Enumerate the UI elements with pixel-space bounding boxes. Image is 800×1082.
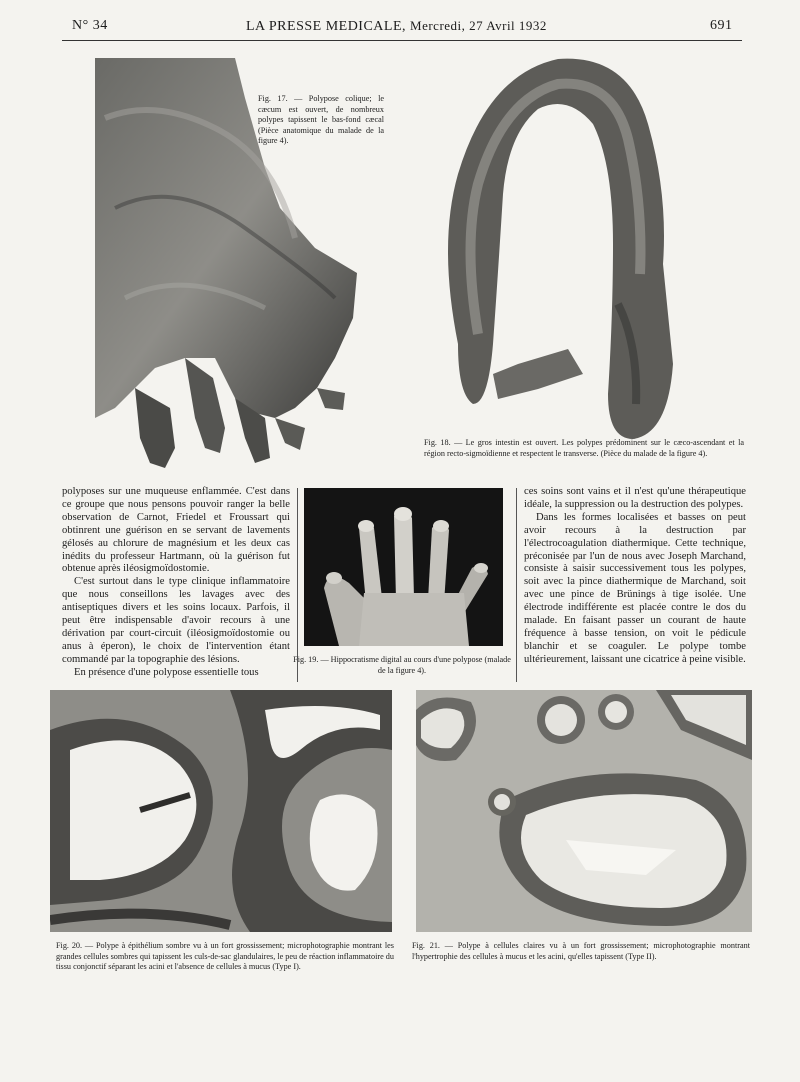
journal-title: LA PRESSE MEDICALE, bbox=[246, 19, 407, 34]
figure-19-photo bbox=[304, 488, 503, 646]
figure-18-photo bbox=[418, 44, 693, 444]
paragraph: ces soins sont vains et il n'est qu'une thérapeutique idéale, la suppression ou la destruction des polypes. bbox=[524, 486, 746, 510]
issue-number: N° 34 bbox=[72, 18, 108, 33]
paragraph: En présence d'une polypose essentielle tous bbox=[74, 666, 259, 678]
text-column-left bbox=[62, 486, 290, 680]
column-rule bbox=[297, 488, 298, 682]
figure-21-caption: Fig. 21. — Polype à cellules claires vu à un fort grossissement; microphotographie montrant l'hypertrophie des cellules à mucus et les acini, qu'elles tapissent (Type II). bbox=[412, 941, 750, 961]
figure-21-photo bbox=[416, 690, 752, 932]
figure-20-caption: Fig. 20. — Polype à épithélium sombre vu à un fort grossissement; microphotographie montrant les grandes cellules sombres qui tapissent les culs-de-sac glandulaires, le peu de réaction inflammatoire du tissu conjonctif séparant les acini et l'absence de cellules à mucus (Type I). bbox=[56, 941, 394, 971]
issue-date: Mercredi, 27 Avril 1932 bbox=[410, 18, 547, 33]
page-number: 691 bbox=[710, 18, 733, 33]
figure-20-photo bbox=[50, 690, 392, 932]
text-column-right bbox=[524, 486, 746, 667]
figure-19-caption: Fig. 19. — Hippocratisme digital au cours d'une polypose (malade de la figure 4). bbox=[293, 655, 511, 675]
figure-17-caption: Fig. 17. — Polypose colique; le cæcum est ouvert, de nombreux polypes tapissent le bas-fond cæcal (Pièce anatomique du malade de la figure 4). bbox=[258, 94, 384, 145]
header-rule bbox=[62, 40, 742, 41]
column-rule bbox=[516, 488, 517, 682]
figure-18-caption: Fig. 18. — Le gros intestin est ouvert. Les polypes prédominent sur le cæco-ascendant et la région recto-sigmoïdienne et respectent le transverse. (Pièce du malade de la figure 4). bbox=[424, 438, 744, 458]
paragraph: polyposes sur une muqueuse enflammée. C'est dans ce groupe que nous pensons pouvoir ranger la belle observation de Carnot, Friedel et Froussart qui obtinrent une guérison en se servant de lavements gélosés au chlorure de magnésium et les deux cas inédits du professeur Hartmann, où la guérison fut obtenue après iléosigmoïdostomie. bbox=[62, 486, 290, 575]
paragraph: Dans les formes localisées et basses on peut avoir recours à la destruction par l'électrocoagulation diathermique. Cette technique, préconisée par l'un de nous avec Joseph Marchand, consiste à saisir successivement tous les polypes, soit avec la pince diathermique de Marchand, soit avec une pince de Brünings à tige isolée. Une électrode indifférente est placée contre le dos du malade. En faisant passer un courant de haute fréquence à basse tension, on voit le pédicule blanchir et se coaguler. Le polype tombe ultérieurement, laissant une cicatrice à peine visible. bbox=[524, 511, 746, 665]
running-header bbox=[246, 18, 666, 35]
paragraph: C'est surtout dans le type clinique inflammatoire que nous conseillons les lavages avec des antiseptiques divers et les soins locaux. Parfois, il peut être indispensable d'avoir recours à une dérivation par court-circuit (iléosigmoïdostomie ou anus à éperon), le choix de l'intervention étant commandé par la topographie des lésions. bbox=[62, 576, 290, 665]
